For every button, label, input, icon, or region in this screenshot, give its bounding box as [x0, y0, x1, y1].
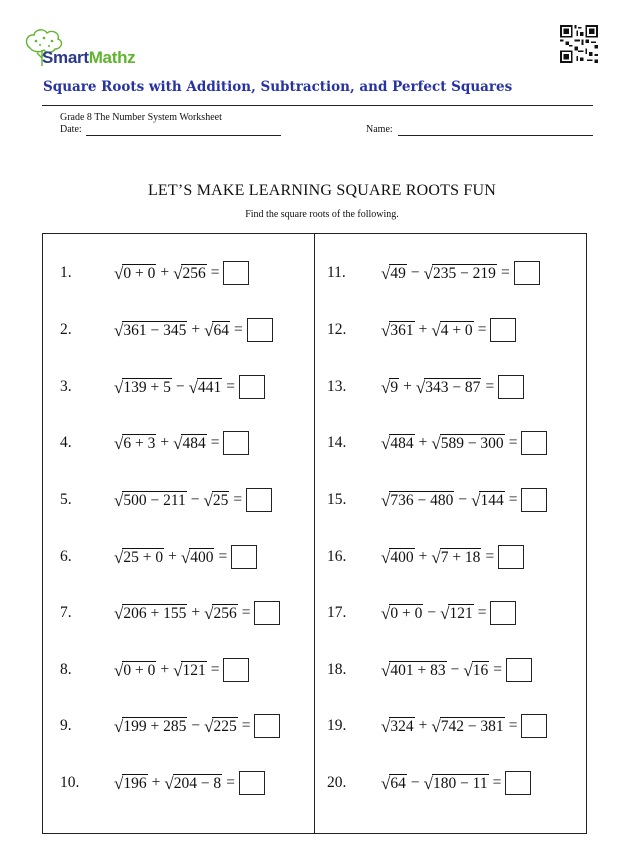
radicand-a: 324: [390, 717, 414, 735]
radicand-a: 400: [390, 548, 414, 566]
problem-item: [327, 711, 547, 741]
problem-number: 10.: [60, 774, 80, 791]
radicand-b: 7 + 18: [440, 548, 481, 566]
grade-label: Grade 8 The Number System Worksheet: [60, 112, 222, 123]
problem-number: 12.: [327, 321, 347, 338]
operator: +: [418, 548, 428, 565]
radical-a: [381, 548, 415, 566]
answer-box[interactable]: [239, 771, 265, 795]
radical-a: [381, 491, 454, 509]
qr-code-icon: [560, 25, 598, 63]
problem-expression: [114, 658, 249, 682]
radical-sign: √: [114, 321, 124, 341]
radical-sign: √: [114, 548, 124, 568]
radicand-a: 0 + 0: [123, 264, 156, 282]
radicand-a: 139 + 5: [123, 378, 171, 396]
radical-a: [381, 604, 423, 622]
radical-sign: √: [114, 434, 124, 454]
problem-item: [60, 315, 273, 345]
radical-sign: √: [415, 378, 426, 398]
radicand-b: 343 − 87: [425, 378, 481, 396]
radicand-a: 361: [390, 321, 414, 339]
problem-number: 16.: [327, 548, 347, 565]
problem-number: 3.: [60, 378, 72, 395]
brand-name: SmartMathz: [42, 48, 136, 67]
radical-a: [381, 264, 407, 282]
radical-b: [431, 717, 504, 735]
problem-item: [60, 485, 272, 515]
problem-number: 11.: [327, 264, 346, 281]
radical-sign: √: [114, 604, 124, 624]
problem-expression: [381, 601, 516, 625]
date-label: Date:: [60, 124, 82, 135]
operator: −: [458, 491, 468, 508]
radicand-a: 64: [390, 774, 406, 792]
radicand-b: 256: [213, 604, 237, 622]
answer-box[interactable]: [254, 601, 280, 625]
problem-expression: [381, 658, 532, 682]
equals-sign: =: [210, 264, 220, 281]
problem-expression: [381, 318, 516, 342]
radicand-b: 204 − 8: [173, 774, 222, 792]
radical-b: [204, 491, 230, 509]
radical-sign: √: [381, 434, 391, 454]
radical-sign: √: [431, 717, 441, 737]
radical-sign: √: [423, 774, 433, 794]
radical-b: [424, 264, 497, 282]
answer-box[interactable]: [254, 714, 280, 738]
radical-sign: √: [188, 378, 198, 398]
problem-number: 19.: [327, 717, 347, 734]
radical-sign: √: [381, 264, 391, 284]
radical-b: [440, 604, 474, 622]
radical-sign: √: [114, 378, 124, 398]
radicand-a: 206 + 155: [123, 604, 187, 622]
problem-expression: [114, 771, 265, 795]
radicand-b: 225: [213, 717, 237, 735]
radical-a: [114, 548, 164, 566]
radical-sign: √: [381, 717, 391, 737]
equals-sign: =: [226, 378, 235, 395]
radical-sign: √: [173, 264, 183, 284]
radical-sign: √: [431, 321, 441, 341]
operator: +: [160, 661, 170, 678]
radical-sign: √: [180, 548, 191, 568]
instruction-text: Find the square roots of the following.: [245, 209, 399, 220]
radical-sign: √: [381, 321, 391, 341]
radical-b: [431, 548, 481, 566]
equals-sign: =: [508, 717, 518, 734]
radicand-a: 49: [390, 264, 406, 282]
radical-sign: √: [440, 604, 450, 624]
radical-b: [424, 774, 489, 792]
problem-number: 18.: [327, 661, 347, 678]
answer-box[interactable]: [490, 318, 516, 342]
radicand-a: 196: [123, 774, 147, 792]
equals-sign: =: [485, 378, 495, 395]
radical-sign: √: [463, 661, 473, 681]
radicand-b: 4 + 0: [440, 321, 473, 339]
radical-a: [381, 321, 415, 339]
answer-box[interactable]: [231, 545, 257, 569]
problem-expression: [114, 261, 249, 285]
problem-item: [327, 258, 540, 288]
problem-expression: [381, 545, 524, 569]
equals-sign: =: [492, 774, 502, 791]
radicand-b: 441: [197, 378, 222, 396]
problem-item: [60, 598, 280, 628]
answer-box[interactable]: [223, 431, 249, 455]
operator: +: [151, 774, 161, 791]
equals-sign: =: [508, 434, 518, 451]
radical-sign: √: [381, 774, 391, 794]
radical-b: [204, 321, 230, 339]
radical-a: [114, 604, 187, 622]
problem-number: 7.: [60, 604, 72, 621]
problem-number: 20.: [327, 774, 347, 791]
radical-sign: √: [114, 491, 124, 511]
radical-b: [181, 548, 215, 566]
problem-item: [327, 542, 524, 572]
radicand-a: 0 + 0: [123, 661, 156, 679]
radical-sign: √: [173, 661, 183, 681]
answer-box[interactable]: [521, 431, 547, 455]
operator: −: [175, 378, 185, 395]
radicand-a: 500 − 211: [123, 491, 186, 509]
equals-sign: =: [500, 264, 510, 281]
problem-number: 9.: [60, 717, 72, 734]
radicand-a: 0 + 0: [390, 604, 423, 622]
column-divider: [314, 233, 315, 834]
radical-sign: √: [381, 491, 391, 511]
radical-b: [164, 774, 222, 792]
equals-sign: =: [210, 661, 220, 678]
radicand-b: 144: [480, 491, 504, 509]
radicand-b: 180 − 11: [432, 774, 488, 792]
problem-item: [327, 428, 547, 458]
name-field[interactable]: [398, 135, 593, 136]
radicand-a: 25 + 0: [123, 548, 164, 566]
problem-expression: [381, 431, 547, 455]
operator: +: [160, 434, 170, 451]
worksheet-title: Square Roots with Addition, Subtraction, and Perfect Squares: [43, 79, 513, 95]
radical-a: [114, 321, 187, 339]
radical-sign: √: [114, 264, 124, 284]
answer-box[interactable]: [521, 488, 547, 512]
problem-expression: [381, 375, 524, 399]
operator: −: [190, 491, 200, 508]
problem-item: [60, 768, 265, 798]
radicand-b: 742 − 381: [440, 717, 504, 735]
radical-a: [381, 434, 415, 452]
radicand-b: 256: [182, 264, 206, 282]
equals-sign: =: [226, 774, 235, 791]
radical-b: [204, 604, 238, 622]
problem-item: [60, 258, 249, 288]
radicand-a: 361 − 345: [123, 321, 187, 339]
radical-a: [114, 264, 156, 282]
problem-expression: [114, 545, 257, 569]
problem-item: [60, 428, 249, 458]
equals-sign: =: [241, 604, 251, 621]
radicand-b: 121: [449, 604, 473, 622]
equals-sign: =: [477, 604, 487, 621]
radical-a: [114, 774, 148, 792]
problem-number: 17.: [327, 604, 347, 621]
radical-b: [416, 378, 482, 396]
radical-sign: √: [431, 548, 441, 568]
radicand-b: 64: [213, 321, 229, 339]
answer-box[interactable]: [490, 601, 516, 625]
operator: +: [191, 321, 201, 338]
problem-item: [60, 542, 257, 572]
problem-item: [60, 711, 280, 741]
radicand-b: 25: [212, 491, 229, 509]
radicand-b: 400: [190, 548, 214, 566]
radical-sign: √: [381, 604, 391, 624]
operator: +: [191, 604, 201, 621]
answer-box[interactable]: [514, 261, 540, 285]
problem-number: 6.: [60, 548, 72, 565]
radical-sign: √: [381, 661, 391, 681]
answer-box[interactable]: [498, 375, 524, 399]
problem-number: 8.: [60, 661, 72, 678]
operator: −: [410, 264, 420, 281]
radical-sign: √: [114, 661, 124, 681]
problem-number: 13.: [327, 378, 347, 395]
problem-item: [327, 315, 516, 345]
problem-item: [60, 655, 249, 685]
problem-expression: [114, 318, 273, 342]
problem-expression: [381, 771, 531, 795]
radical-b: [189, 378, 223, 396]
radical-b: [173, 661, 207, 679]
problem-expression: [381, 714, 547, 738]
problem-expression: [114, 601, 280, 625]
radical-a: [114, 434, 156, 452]
name-label: Name:: [366, 124, 393, 135]
equals-sign: =: [485, 548, 495, 565]
radical-b: [431, 434, 504, 452]
radical-sign: √: [204, 717, 214, 737]
radical-a: [114, 661, 156, 679]
answer-box[interactable]: [239, 375, 265, 399]
problem-expression: [114, 375, 265, 399]
problem-number: 14.: [327, 434, 347, 451]
answer-box[interactable]: [223, 658, 249, 682]
problem-item: [327, 485, 547, 515]
answer-box[interactable]: [247, 318, 273, 342]
operator: +: [403, 378, 412, 395]
equals-sign: =: [233, 321, 243, 338]
radical-sign: √: [203, 491, 213, 511]
answer-box[interactable]: [506, 658, 532, 682]
problem-item: [327, 768, 531, 798]
radicand-a: 9: [390, 378, 399, 396]
problem-expression: [114, 431, 249, 455]
radical-b: [471, 491, 505, 509]
problem-expression: [114, 714, 280, 738]
operator: +: [418, 321, 428, 338]
problem-item: [60, 372, 265, 402]
radicand-b: 484: [182, 434, 206, 452]
equals-sign: =: [508, 491, 518, 508]
radicand-a: 199 + 285: [123, 717, 187, 735]
radicand-b: 235 − 219: [432, 264, 496, 282]
problem-expression: [114, 488, 272, 512]
radical-sign: √: [431, 434, 441, 454]
equals-sign: =: [477, 321, 487, 338]
radical-sign: √: [164, 774, 174, 794]
operator: +: [418, 717, 428, 734]
radical-a: [114, 378, 172, 396]
operator: −: [427, 604, 437, 621]
problem-number: 5.: [60, 491, 72, 508]
radical-sign: √: [204, 604, 214, 624]
radicand-a: 401 + 83: [390, 661, 446, 679]
radicand-a: 736 − 480: [390, 491, 454, 509]
problem-item: [327, 598, 516, 628]
equals-sign: =: [210, 434, 220, 451]
equals-sign: =: [241, 717, 251, 734]
radical-sign: √: [423, 264, 433, 284]
radical-sign: √: [114, 717, 124, 737]
answer-box[interactable]: [498, 545, 524, 569]
radical-b: [463, 661, 489, 679]
title-rule: [42, 105, 593, 106]
operator: −: [410, 774, 420, 791]
radical-a: [381, 661, 447, 679]
radical-sign: √: [471, 491, 481, 511]
radicand-a: 484: [390, 434, 414, 452]
problem-item: [327, 372, 524, 402]
radical-sign: √: [173, 434, 183, 454]
radical-a: [381, 774, 407, 792]
worksheet-heading: LET’S MAKE LEARNING SQUARE ROOTS FUN: [147, 182, 497, 199]
radical-sign: √: [114, 774, 124, 794]
radical-a: [381, 378, 399, 396]
operator: −: [450, 661, 460, 678]
radicand-b: 589 − 300: [440, 434, 504, 452]
problem-number: 15.: [327, 491, 347, 508]
answer-box[interactable]: [505, 771, 531, 795]
date-field[interactable]: [86, 135, 281, 136]
radicand-b: 121: [182, 661, 206, 679]
equals-sign: =: [493, 661, 502, 678]
equals-sign: =: [233, 491, 243, 508]
radical-sign: √: [381, 548, 391, 568]
radical-b: [173, 264, 207, 282]
operator: +: [418, 434, 428, 451]
operator: +: [160, 264, 170, 281]
problem-number: 2.: [60, 321, 72, 338]
radical-sign: √: [381, 378, 391, 398]
operator: +: [168, 548, 177, 565]
answer-box[interactable]: [223, 261, 249, 285]
problem-expression: [381, 261, 540, 285]
radical-a: [114, 491, 187, 509]
problem-expression: [381, 488, 547, 512]
radical-sign: √: [204, 321, 214, 341]
radical-a: [114, 717, 187, 735]
radical-b: [173, 434, 207, 452]
radical-a: [381, 717, 415, 735]
radicand-a: 6 + 3: [123, 434, 156, 452]
radical-b: [204, 717, 238, 735]
radical-b: [431, 321, 473, 339]
problem-item: [327, 655, 532, 685]
equals-sign: =: [218, 548, 228, 565]
operator: −: [191, 717, 201, 734]
answer-box[interactable]: [521, 714, 547, 738]
problem-number: 4.: [60, 434, 72, 451]
radicand-b: 16: [472, 661, 489, 679]
answer-box[interactable]: [246, 488, 272, 512]
problem-number: 1.: [60, 264, 72, 281]
